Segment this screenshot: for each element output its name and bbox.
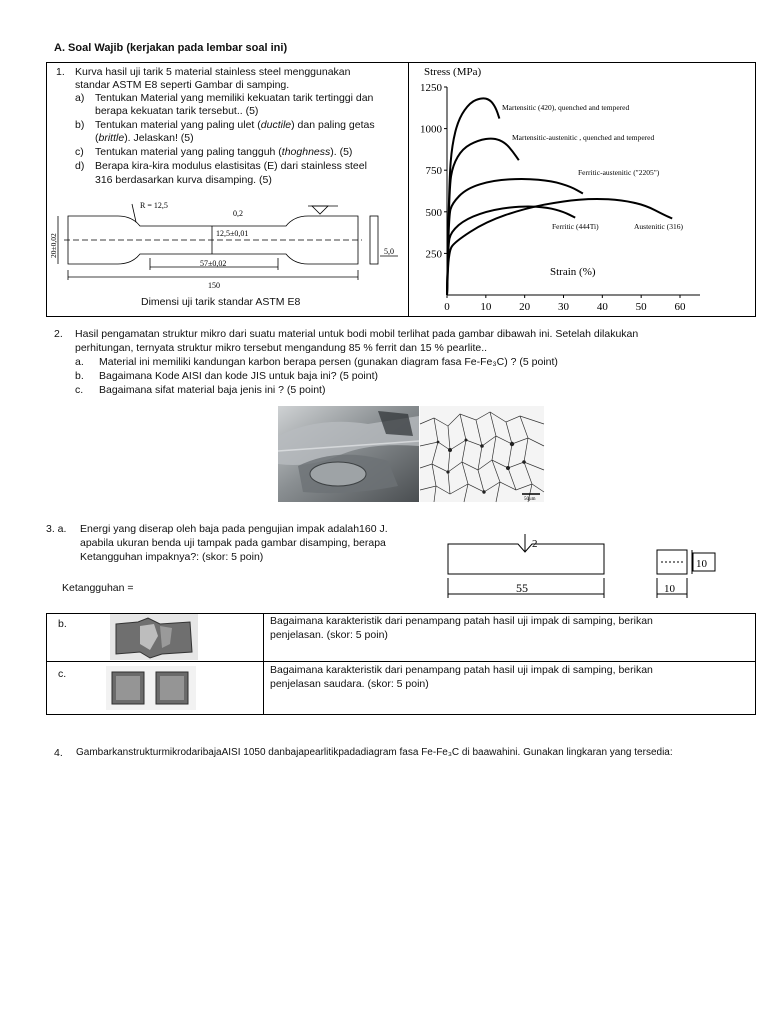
q1-number: 1.: [56, 66, 65, 78]
q3-table-col-divider: [263, 613, 264, 715]
x-tick-label-6: 60: [674, 301, 686, 313]
stress-strain-chart: [410, 63, 755, 316]
q3-c-line-1: Bagaimana karakteristik dari penampang patah hasil uji impak di samping, berikan: [270, 664, 653, 676]
microstructure-photo: [420, 406, 544, 502]
q3-line-3: Ketangguhan impaknya?: (skor: 5 poin): [80, 551, 264, 563]
x-tick-label-4: 40: [596, 301, 608, 313]
y-tick-label-2: 750: [425, 165, 442, 178]
series-label-ferritic: Ferritic (444Ti): [552, 222, 599, 231]
q1-a-key: a): [75, 92, 85, 104]
impact-notch-label: 2: [532, 538, 538, 550]
series-line-1: [447, 139, 519, 295]
series-line-3: [447, 207, 575, 295]
q1-d-key: d): [75, 160, 85, 172]
spec-th-label: 5,0: [384, 247, 394, 256]
y-tick-label-3: 1000: [420, 123, 442, 136]
q1-b-line-1: Tentukan material yang paling ulet (ductile) dan paling getas: [95, 119, 375, 131]
series-label-martensitic: Martensitic (420), quenched and tempered: [502, 103, 630, 112]
q3-table-row-divider: [46, 661, 756, 662]
fracture-photo-c: [106, 666, 196, 710]
spec-w-label: 20±0,02: [49, 233, 58, 258]
spec-h-label: 12,5±0,01: [216, 229, 249, 238]
q3-line-1: Energi yang diserap oleh baja pada pengujian impak adalah160 J.: [80, 523, 388, 535]
x-tick-label-0: 0: [444, 301, 450, 313]
x-tick-label-5: 50: [635, 301, 647, 313]
q2-b: Bagaimana Kode AISI dan kode JIS untuk baja ini? (5 point): [99, 370, 379, 382]
section-heading: A. Soal Wajib (kerjakan pada lembar soal ini): [54, 42, 288, 54]
impact-specimen-drawing: [440, 530, 730, 602]
q2-line-2: perhitungan, ternyata struktur mikro tersebut mengandung 85 % ferrit dan 15 % pearlite..: [75, 342, 488, 354]
question-1-divider: [408, 62, 409, 317]
q2-a: Material ini memiliki kandungan karbon berapa persen (gunakan diagram fasa Fe-Fe₃C) ? (5 point): [99, 356, 558, 368]
q2-b-key: b.: [75, 370, 84, 382]
q2-c: Bagaimana sifat material baja jenis ini ? (5 point): [99, 384, 326, 396]
x-tick-label-2: 20: [519, 301, 531, 313]
q1-a-line-2: berapa kekuatan tarik tersebut.. (5): [95, 105, 259, 117]
q3-c-line-2: penjelasan saudara. (skor: 5 poin): [270, 678, 429, 690]
q2-a-key: a.: [75, 356, 84, 368]
q3-line-2: apabila ukuran benda uji tampak pada gambar disamping, berapa: [80, 537, 386, 549]
series-line-0: [447, 98, 499, 295]
q3-b-key: b.: [58, 618, 67, 630]
series-label-ferritic-austenitic: Ferritic-austenitic ("2205"): [578, 168, 660, 177]
q3-number: 3. a.: [46, 523, 67, 535]
q4-text: GambarkanstrukturmikrodaribajaAISI 1050 danbajapearlitikpadadiagram fasa Fe-Fe₃C di baawahini. Gunakan lingkaran yang tersedia:: [76, 747, 673, 758]
q3-b-line-2: penjelasan. (skor: 5 poin): [270, 629, 388, 641]
series-label-martensitic-austenitic: Martensitic-austenitic , quenched and tempered: [512, 133, 655, 142]
q3-b-line-1: Bagaimana karakteristik dari penampang patah hasil uji impak di samping, berikan: [270, 615, 653, 627]
spec-l-label: 150: [208, 281, 220, 290]
q1-d-line-1: Berapa kira-kira modulus elastisitas (E) dari stainless steel: [95, 160, 367, 172]
q1-c-key: c): [75, 146, 84, 158]
spec-r-label: R = 12,5: [140, 201, 168, 210]
x-axis-label: Strain (%): [550, 266, 596, 278]
x-tick-label-1: 10: [480, 301, 492, 313]
q3-c-key: c.: [58, 668, 67, 680]
y-tick-label-0: 250: [425, 248, 442, 261]
y-tick-label-1: 500: [425, 206, 442, 219]
impact-length-label: 55: [516, 581, 528, 595]
spec-g-label: 57±0,02: [200, 259, 227, 268]
specimen-caption: Dimensi uji tarik standar ASTM E8: [141, 296, 301, 308]
car-body-photo: [278, 406, 419, 502]
tensile-specimen-drawing: [50, 192, 406, 292]
q1-line-1: Kurva hasil uji tarik 5 material stainless steel menggunakan: [75, 66, 351, 78]
q1-d-line-2: 316 berdasarkan kurva disamping. (5): [95, 174, 272, 186]
q2-number: 2.: [54, 328, 63, 340]
q1-b-line-2: (brittle). Jelaskan! (5): [95, 132, 194, 144]
impact-height-label: 10: [696, 558, 707, 570]
spec-t-label: 0,2: [233, 209, 243, 218]
q4-number: 4.: [54, 747, 63, 759]
chart-title: Stress (MPa): [424, 66, 482, 78]
y-tick-label-4: 1250: [420, 82, 442, 94]
q2-line-1: Hasil pengamatan struktur mikro dari suatu material untuk bodi mobil terlihat pada gambar dibawah ini. Setelah dilakukan: [75, 328, 639, 340]
series-label-austenitic: Austenitic (316): [634, 222, 683, 231]
q3-ketangguhan: Ketangguhan =: [62, 582, 134, 594]
q1-a-line-1: Tentukan Material yang memiliki kekuatan tarik tertinggi dan: [95, 92, 374, 104]
x-tick-label-3: 30: [558, 301, 569, 313]
q2-c-key: c.: [75, 384, 84, 396]
q1-c-line: Tentukan material yang paling tangguh (thoghness). (5): [95, 146, 353, 158]
q1-b-key: b): [75, 119, 85, 131]
impact-width-label: 10: [664, 583, 675, 595]
fracture-photo-b: [110, 614, 198, 660]
q1-line-2: standar ASTM E8 seperti Gambar di samping.: [75, 79, 290, 91]
micro-scale-label: 50μm: [524, 497, 536, 502]
